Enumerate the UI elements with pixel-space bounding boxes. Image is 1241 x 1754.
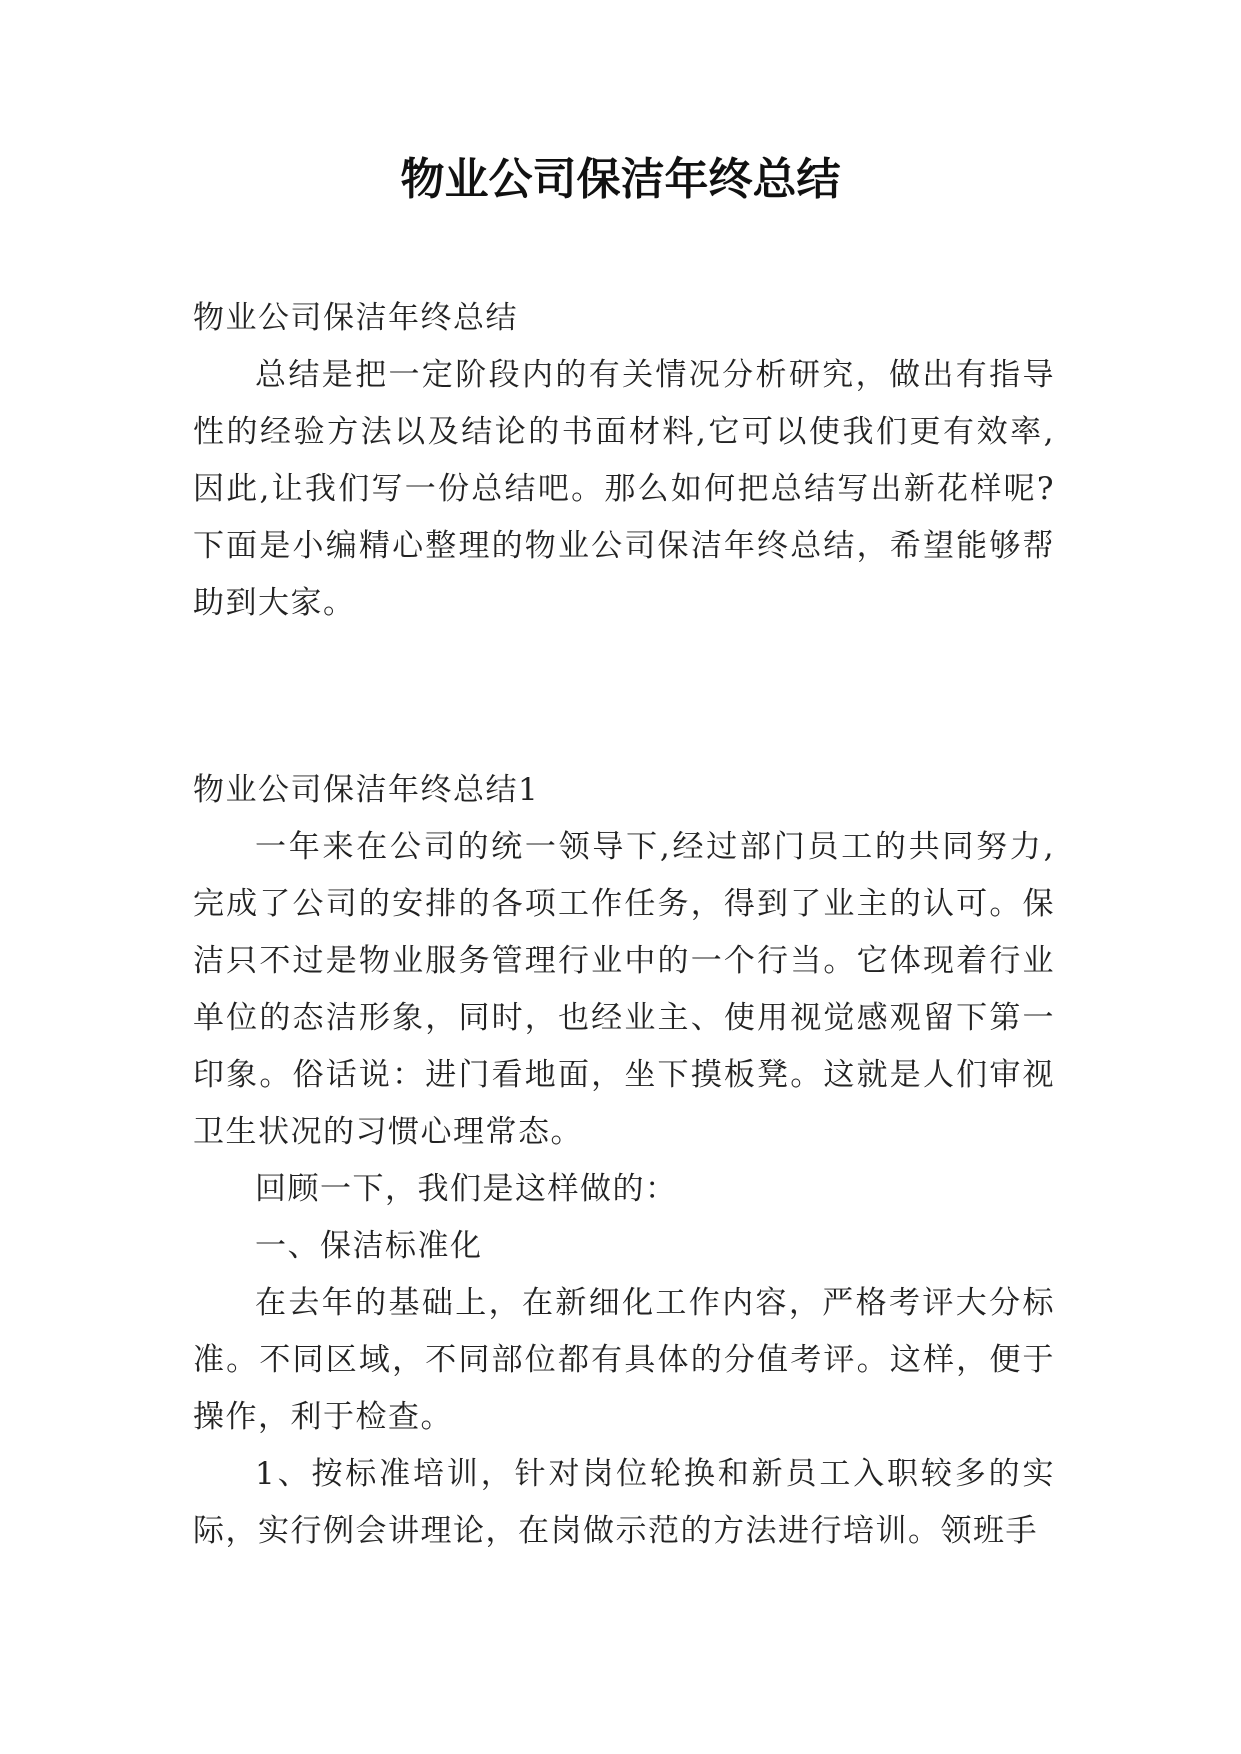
intro-paragraph: 总结是把一定阶段内的有关情况分析研究，做出有指导性的经验方法以及结论的书面材料,它可以使我们更有效率,因此,让我们写一份总结吧。那么如何把总结写出新花样呢?下面是小编精心整理的物业公司保洁年终总结，希望能够帮助到大家。 [193, 357, 1055, 621]
intro-heading: 物业公司保洁年终总结 [193, 300, 518, 336]
section-1-heading: 物业公司保洁年终总结1 [193, 772, 540, 808]
section-1-paragraph: 回顾一下，我们是这样做的： [255, 1171, 678, 1207]
section-1-paragraph: 1、按标准培训，针对岗位轮换和新员工入职较多的实际，实行例会讲理论，在岗做示范的方法进行培训。领班手 [193, 1456, 1055, 1549]
section-1-subheading: 一、保洁标准化 [255, 1228, 483, 1264]
section-1 [193, 762, 1055, 1560]
document-title: 物业公司保洁年终总结 [400, 154, 841, 205]
section-1-paragraph: 在去年的基础上，在新细化工作内容，严格考评大分标准。不同区域，不同部位都有具体的分值考评。这样，便于操作，利于检查。 [193, 1285, 1055, 1435]
intro-section [193, 290, 1055, 632]
section-1-paragraph: 一年来在公司的统一领导下,经过部门员工的共同努力,完成了公司的安排的各项工作任务，得到了业主的认可。保洁只不过是物业服务管理行业中的一个行当。它体现着行业单位的态洁形象，同时，也经业主、使用视觉感观留下第一印象。俗话说：进门看地面，坐下摸板凳。这就是人们审视卫生状况的习惯心理常态。 [193, 829, 1055, 1150]
